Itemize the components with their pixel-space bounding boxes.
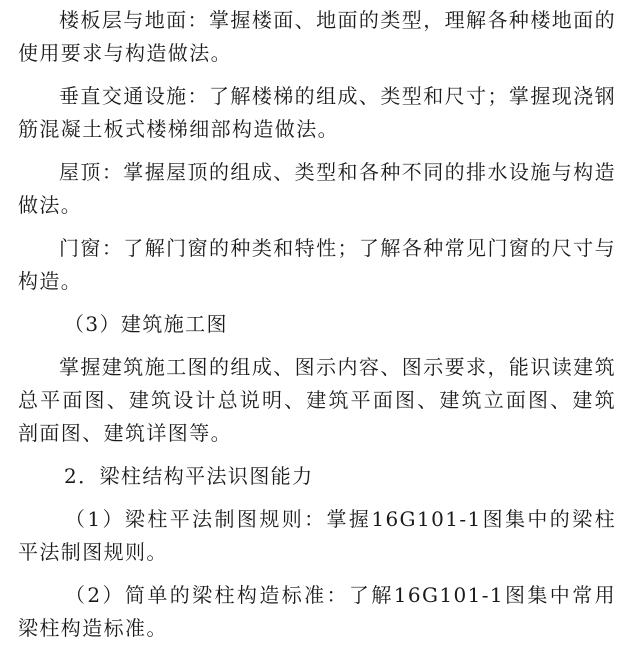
paragraph-construction-drawings: 掌握建筑施工图的组成、图示内容、图示要求，能识读建筑总平面图、建筑设计总说明、建筑平面图、建筑立面图、建筑剖面图、建筑详图等。 (18, 355, 616, 445)
paragraph-beam-column-standards: （2）简单的梁柱构造标准：了解16G101-1图集中常用梁柱构造标准。 (18, 583, 616, 640)
paragraph-vertical-transport: 垂直交通设施：了解楼梯的组成、类型和尺寸；掌握现浇钢筋混凝土板式楼梯细部构造做法。 (18, 84, 616, 141)
paragraph-beam-column-rules: （1）梁柱平法制图规则：掌握16G101-1图集中的梁柱平法制图规则。 (18, 507, 616, 564)
heading-beam-column-reading: 2．梁柱结构平法识图能力 (64, 464, 314, 488)
paragraph-doors-windows: 门窗：了解门窗的种类和特性；了解各种常见门窗的尺寸与构造。 (18, 236, 616, 293)
paragraph-floor-and-ground: 楼板层与地面：掌握楼面、地面的类型，理解各种楼地面的使用要求与构造做法。 (18, 8, 616, 65)
paragraph-roof: 屋顶：掌握屋顶的组成、类型和各种不同的排水设施与构造做法。 (18, 160, 616, 217)
heading-construction-drawings: （3）建筑施工图 (64, 312, 228, 336)
